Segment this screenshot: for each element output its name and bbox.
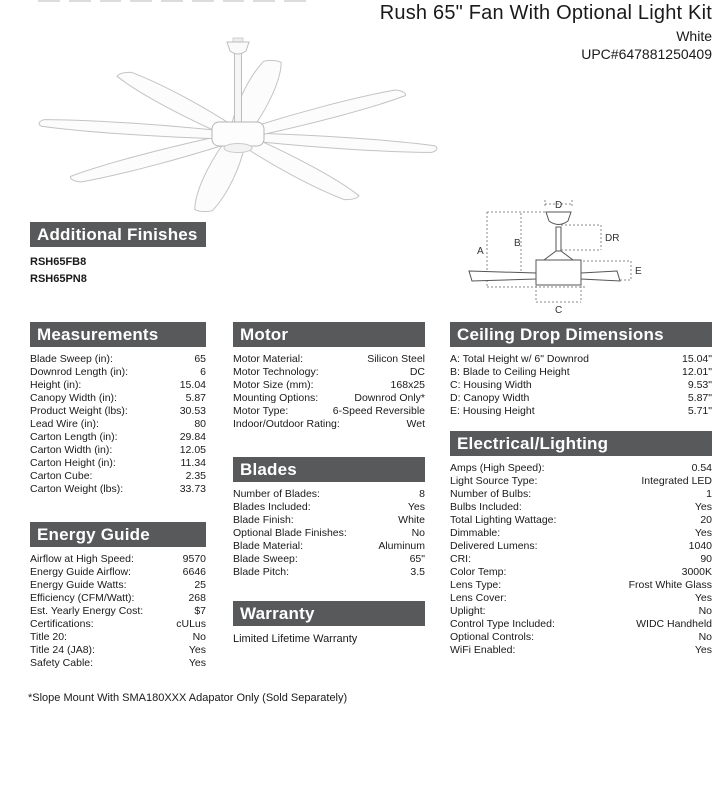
spec-value: No [698,604,712,617]
spec-label: Blade Sweep: [233,552,298,565]
spec-label: Blade Material: [233,539,304,552]
spec-row [450,643,712,656]
spec-label: Total Lighting Wattage: [450,513,557,526]
spec-value: Yes [407,500,425,513]
spec-value: 15.04" [681,352,712,365]
spec-row [450,500,712,513]
spec-value: 8 [419,487,425,500]
spec-value: Silicon Steel [367,352,425,365]
spec-row [450,526,712,539]
spec-row [450,461,712,474]
spec-row [30,391,206,404]
spec-label: Optional Blade Finishes: [233,526,347,539]
spec-value: 65" [409,552,425,565]
section-warranty [233,601,425,645]
spec-value: Yes [694,591,712,604]
spec-value: No [698,630,712,643]
spec-value: Downrod Only* [354,391,425,404]
spec-value: 6 [200,365,206,378]
spec-value: 33.73 [179,482,206,495]
spec-label: Light Source Type: [450,474,538,487]
spec-label: Optional Controls: [450,630,535,643]
section-ceiling-drop-dimensions [450,322,712,417]
spec-row [30,565,206,578]
spec-label: Motor Size (mm): [233,378,314,391]
finish-code-list [30,254,206,288]
spec-label: Mounting Options: [233,391,319,404]
spec-value: DC [409,365,425,378]
spec-value: Integrated LED [641,474,712,487]
spec-row [30,591,206,604]
spec-value: cULus [176,617,206,630]
spec-label: Dimmable: [450,526,501,539]
spec-row [30,617,206,630]
spec-label: Color Temp: [450,565,507,578]
spec-label: Number of Bulbs: [450,487,532,500]
diagram-label-b: B [514,238,521,249]
measurements-rows [30,352,206,495]
spec-row [233,513,425,526]
spec-value: 11.34 [180,456,206,469]
spec-row [233,539,425,552]
spec-value: $7 [194,604,206,617]
spec-row [30,578,206,591]
spec-label: Airflow at High Speed: [30,552,134,565]
spec-row [30,643,206,656]
warranty-text: Limited Lifetime Warranty [233,633,358,645]
spec-value: No [411,526,425,539]
spec-label: D: Canopy Width [450,391,530,404]
spec-label: Canopy Width (in): [30,391,117,404]
spec-value: 268 [188,591,206,604]
spec-row [30,352,206,365]
spec-row [30,443,206,456]
spec-value: 1040 [688,539,712,552]
spec-label: Height (in): [30,378,82,391]
spec-row [450,578,712,591]
spec-row [450,617,712,630]
spec-row [450,487,712,500]
blades-header: Blades [233,457,425,482]
spec-label: Carton Length (in): [30,430,118,443]
spec-label: Safety Cable: [30,656,94,669]
spec-row [30,417,206,430]
spec-row [450,404,712,417]
spec-row [30,456,206,469]
spec-label: Control Type Included: [450,617,555,630]
section-additional-finishes [30,222,206,288]
energy-guide-rows [30,552,206,669]
spec-row [233,365,425,378]
spec-value: 9570 [182,552,206,565]
ceiling-drop-diagram [455,190,720,315]
spec-row [233,417,425,430]
diagram-label-dr: DR [605,233,620,244]
spec-value: Wet [406,417,425,430]
ceiling-drop-rows [450,352,712,417]
warranty-header: Warranty [233,601,425,626]
spec-row [233,487,425,500]
ceiling-drop-header: Ceiling Drop Dimensions [450,322,712,347]
spec-row [30,430,206,443]
electrical-lighting-header: Electrical/Lighting [450,431,712,456]
spec-row [233,565,425,578]
spec-row [233,526,425,539]
spec-value: 90 [700,552,712,565]
spec-label: Uplight: [450,604,486,617]
spec-value: Frost White Glass [628,578,712,591]
slope-mount-footnote: *Slope Mount With SMA180XXX Adapator Only (Sold Separately) [28,692,348,704]
spec-row [450,630,712,643]
spec-row [233,391,425,404]
diagram-label-c: C [555,305,563,315]
section-electrical-lighting [450,431,712,656]
spec-row [233,404,425,417]
product-title: Rush 65" Fan With Optional Light Kit [379,2,712,24]
spec-label: Title 24 (JA8): [30,643,95,656]
spec-label: Blade Finish: [233,513,294,526]
spec-label: Lens Cover: [450,591,507,604]
spec-row [30,604,206,617]
spec-label: Carton Cube: [30,469,93,482]
spec-value: 5.87" [687,391,712,404]
spec-label: Blades Included: [233,500,311,513]
fan-product-image [20,36,450,216]
spec-row [450,539,712,552]
spec-label: Energy Guide Airflow: [30,565,131,578]
spec-label: Product Weight (lbs): [30,404,128,417]
spec-row [30,469,206,482]
spec-row [233,352,425,365]
spec-value: 5.87 [185,391,206,404]
motor-rows [233,352,425,430]
spec-label: Title 20: [30,630,67,643]
spec-row [450,604,712,617]
diagram-label-d: D [555,200,563,211]
finish-code: RSH65FB8 [30,256,87,268]
spec-label: C: Housing Width [450,378,532,391]
spec-row [30,365,206,378]
spec-label: Bulbs Included: [450,500,522,513]
spec-value: 12.05 [179,443,206,456]
spec-label: Amps (High Speed): [450,461,545,474]
spec-row [450,552,712,565]
spec-value: 5.71" [687,404,712,417]
spec-value: 30.53 [179,404,206,417]
spec-row [30,404,206,417]
spec-value: No [192,630,206,643]
spec-row [450,474,712,487]
finish-code: RSH65PN8 [30,273,87,285]
spec-label: Downrod Length (in): [30,365,129,378]
spec-label: Carton Weight (lbs): [30,482,124,495]
spec-value: 29.84 [179,430,206,443]
spec-label: Motor Material: [233,352,304,365]
spec-value: 3.5 [410,565,425,578]
spec-row [450,565,712,578]
product-upc: UPC#647881250409 [581,46,712,63]
spec-value: 0.54 [691,461,712,474]
spec-row [233,378,425,391]
spec-value: White [398,513,425,526]
spec-value: 1 [706,487,712,500]
spec-row [450,391,712,404]
spec-value: Aluminum [378,539,425,552]
spec-row [450,352,712,365]
spec-row [450,378,712,391]
diagram-label-e: E [635,266,642,277]
spec-row [233,552,425,565]
blades-rows [233,487,425,578]
energy-guide-header: Energy Guide [30,522,206,547]
section-measurements [30,322,206,495]
spec-row [30,378,206,391]
spec-label: Energy Guide Watts: [30,578,127,591]
spec-row [30,656,206,669]
product-finish: White [676,28,712,44]
spec-value: Yes [188,656,206,669]
spec-row [30,482,206,495]
spec-label: Indoor/Outdoor Rating: [233,417,340,430]
spec-value: 2.35 [185,469,206,482]
spec-value: 3000K [681,565,712,578]
spec-label: Certifications: [30,617,94,630]
spec-label: Est. Yearly Energy Cost: [30,604,144,617]
spec-value: WIDC Handheld [636,617,712,630]
spec-value: Yes [188,643,206,656]
spec-value: 6-Speed Reversible [332,404,425,417]
spec-label: Delivered Lumens: [450,539,538,552]
spec-label: Motor Technology: [233,365,319,378]
motor-header: Motor [233,322,425,347]
section-motor [233,322,425,430]
section-blades [233,457,425,578]
spec-value: Yes [694,526,712,539]
spec-row [30,552,206,565]
section-energy-guide [30,522,206,669]
spec-label: Lead Wire (in): [30,417,99,430]
electrical-lighting-rows [450,461,712,656]
spec-label: Motor Type: [233,404,289,417]
spec-label: Efficiency (CFM/Watt): [30,591,135,604]
spec-row [233,500,425,513]
spec-label: Number of Blades: [233,487,320,500]
spec-value: 20 [700,513,712,526]
spec-value: 80 [194,417,206,430]
cropped-logo-marks [38,0,306,3]
measurements-header: Measurements [30,322,206,347]
spec-label: CRI: [450,552,471,565]
spec-label: WiFi Enabled: [450,643,516,656]
spec-label: Carton Width (in): [30,443,113,456]
spec-row [30,630,206,643]
spec-label: B: Blade to Ceiling Height [450,365,570,378]
spec-row [450,513,712,526]
spec-label: Blade Pitch: [233,565,290,578]
spec-label: Lens Type: [450,578,502,591]
spec-value: Yes [694,643,712,656]
diagram-label-a: A [477,246,484,257]
spec-row [450,365,712,378]
spec-value: 9.53" [687,378,712,391]
spec-value: 65 [194,352,206,365]
spec-label: Blade Sweep (in): [30,352,113,365]
spec-label: A: Total Height w/ 6" Downrod [450,352,589,365]
spec-label: Carton Height (in): [30,456,116,469]
additional-finishes-header: Additional Finishes [30,222,206,247]
spec-value: 15.04 [179,378,206,391]
spec-value: 6646 [182,565,206,578]
spec-value: 168x25 [390,378,425,391]
spec-row [450,591,712,604]
spec-label: E: Housing Height [450,404,535,417]
spec-value: 25 [194,578,206,591]
spec-value: Yes [694,500,712,513]
spec-value: 12.01" [681,365,712,378]
